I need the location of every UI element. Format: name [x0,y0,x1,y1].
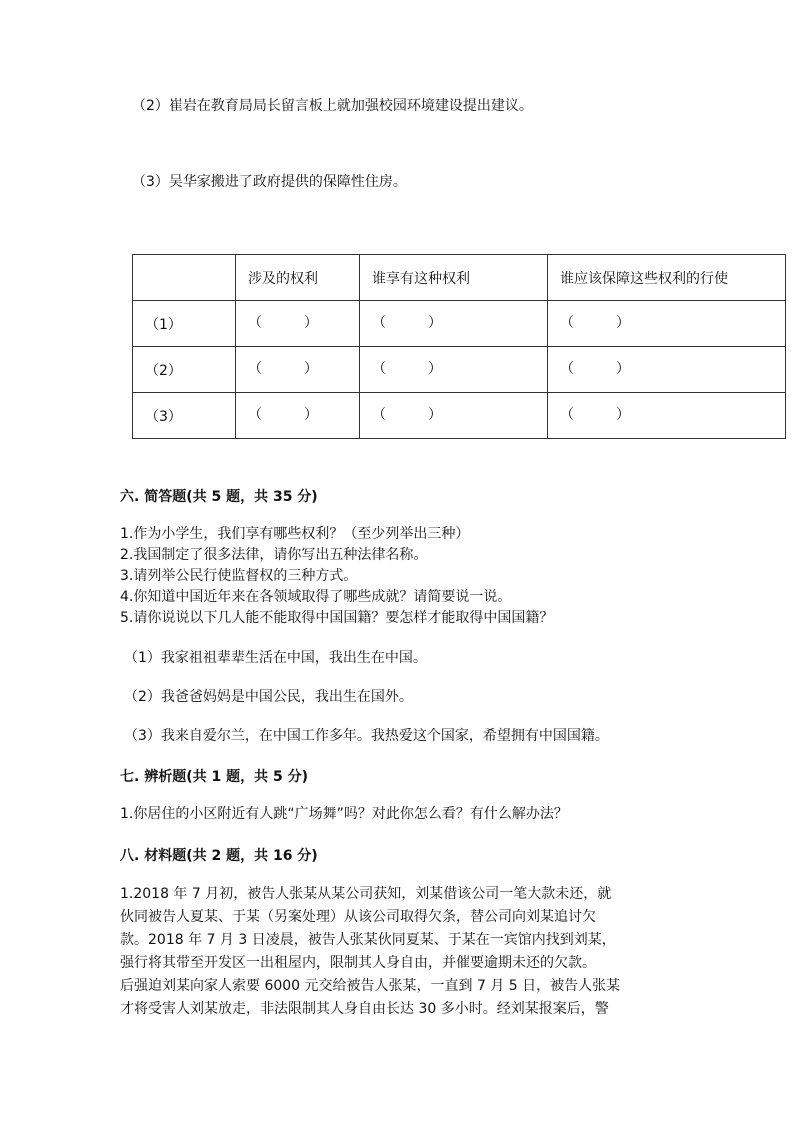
short-answer-question: 2.我国制定了很多法律，请你写出五种法律名称。 [120,547,428,563]
question-item-3: （3）吴华家搬进了政府提供的保障性住房。 [132,174,407,190]
answer-blank[interactable]: （ ） [360,393,548,439]
section-7-title: 七. 辨析题(共 1 题，共 5 分) [120,769,308,785]
material-line: 后强迫刘某向家人索要 6000 元交给被告人张某，一直到 7 月 5 日，被告人张某 [120,978,621,994]
table-header-cell: 谁享有这种权利 [360,255,548,301]
material-line: 才将受害人刘某放走，非法限制其人身自由长达 30 多小时。经刘某报案后，警 [120,1001,609,1017]
table-header-cell: 涉及的权利 [236,255,360,301]
answer-blank[interactable]: （ ） [360,347,548,393]
table-header-cell: 谁应该保障这些权利的行使 [548,255,786,301]
row-label: （1） [133,301,236,347]
section-6-title: 六. 简答题(共 5 题，共 35 分) [120,489,318,505]
table-header-row [133,255,786,301]
question-item-2: （2）崔岩在教育局局长留言板上就加强校园环境建设提出建议。 [132,98,533,114]
answer-blank[interactable]: （ ） [548,301,786,347]
answer-blank[interactable]: （ ） [360,301,548,347]
table-header-cell [133,255,236,301]
material-line: 强行将其带至开发区一出租屋内，限制其人身自由，并催要逾期未还的欠款。 [120,955,596,971]
row-label: （2） [133,347,236,393]
discussion-question: 1.你居住的小区附近有人跳“广场舞”吗？对此你怎么看？有什么解办法？ [120,806,568,822]
material-line: 1.2018 年 7 月初，被告人张某从某公司获知，刘某借该公司一笔大款未还，就 [120,886,612,902]
sub-item: （1）我家祖祖辈辈生活在中国，我出生在中国。 [124,650,427,666]
table-row [133,301,786,347]
answer-blank[interactable]: （ ） [548,347,786,393]
section-8-title: 八. 材料题(共 2 题，共 16 分) [120,848,318,864]
short-answer-question: 3.请列举公民行使监督权的三种方式。 [120,568,358,584]
short-answer-question: 5.请你说说以下几人能不能取得中国国籍？要怎样才能取得中国国籍？ [120,610,554,626]
material-line: 款。2018 年 7 月 3 日凌晨，被告人张某伙同夏某、于某在一宾馆内找到刘某， [120,932,616,948]
sub-item: （3）我来自爱尔兰，在中国工作多年。我热爱这个国家，希望拥有中国国籍。 [124,728,609,744]
answer-blank[interactable]: （ ） [236,347,360,393]
answer-blank[interactable]: （ ） [548,393,786,439]
answer-blank[interactable]: （ ） [236,393,360,439]
table-row [133,347,786,393]
short-answer-question: 4.你知道中国近年来在各领域取得了哪些成就？请简要说一说。 [120,589,512,605]
material-line: 伙同被告人夏某、于某（另案处理）从该公司取得欠条，替公司向刘某追讨欠 [120,909,596,925]
sub-item: （2）我爸爸妈妈是中国公民，我出生在国外。 [124,689,413,705]
answer-blank[interactable]: （ ） [236,301,360,347]
row-label: （3） [133,393,236,439]
table-row [133,393,786,439]
rights-table [132,254,786,439]
short-answer-question: 1.作为小学生，我们享有哪些权利？（至少列举出三种） [120,526,470,542]
